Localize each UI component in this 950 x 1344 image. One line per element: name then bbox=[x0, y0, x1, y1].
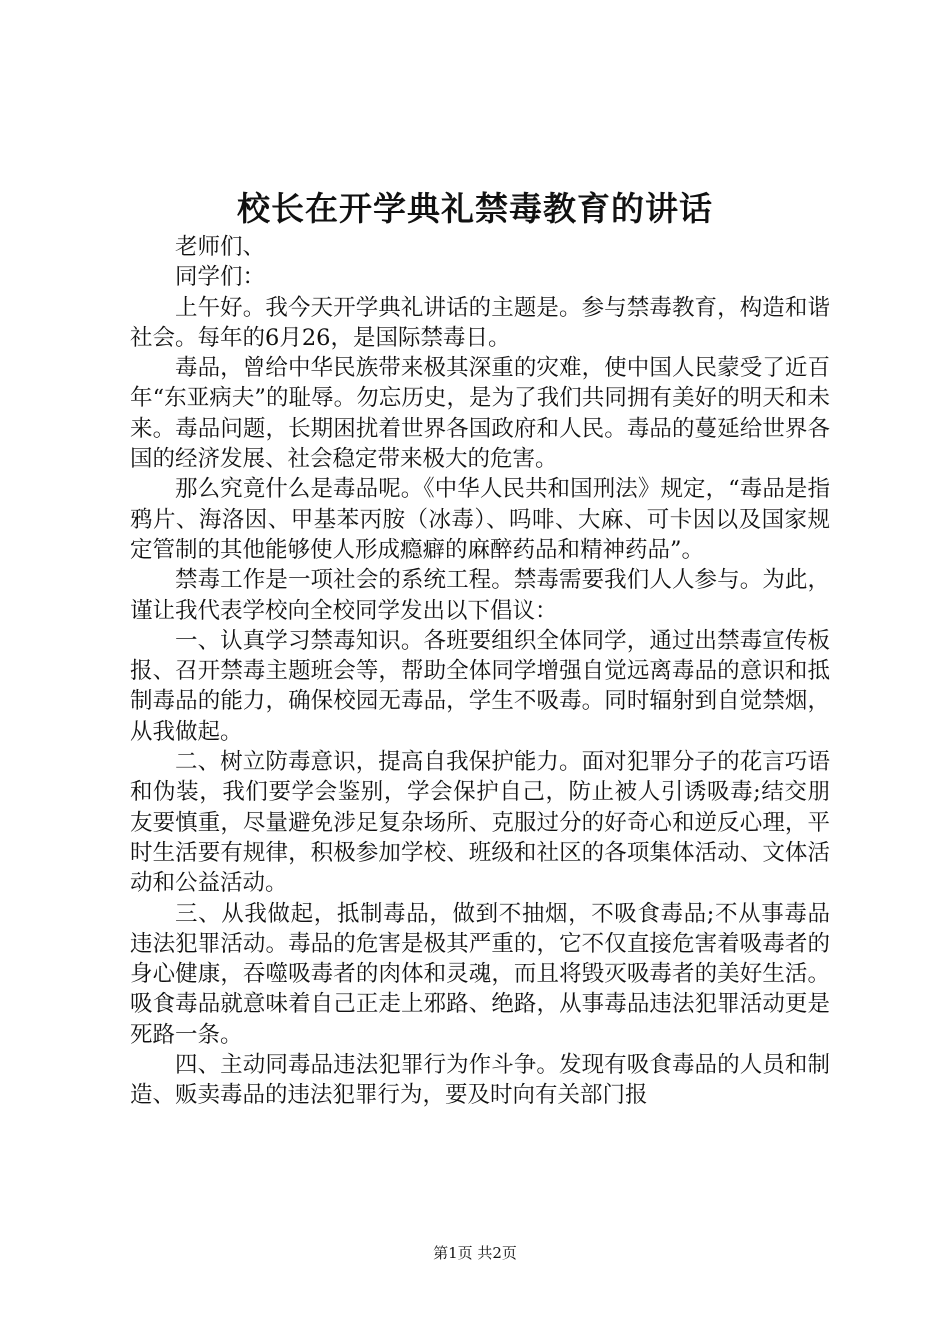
paragraph-point-four: 四、主动同毒品违法犯罪行为作斗争。发现有吸食毒品的人员和制造、贩卖毒品的违法犯罪行为，要及时向有关部门报 bbox=[130, 1052, 830, 1109]
document-body bbox=[130, 232, 830, 1111]
document-title: 校长在开学典礼禁毒教育的讲话 bbox=[237, 189, 713, 228]
greeting-students: 同学们： bbox=[175, 264, 266, 291]
paragraph-point-three: 三、从我做起，抵制毒品，做到不抽烟，不吸食毒品;不从事毒品违法犯罪活动。毒品的危害是极其严重的，它不仅直接危害着吸毒者的身心健康，吞噬吸毒者的肉体和灵魂，而且将毁灭吸毒者的美好生活。吸食毒品就意味着自己正走上邪路、绝路，从事毒品违法犯罪活动更是死路一条。 bbox=[130, 900, 830, 1048]
paragraph-definition: 那么究竟什么是毒品呢。《中华人民共和国刑法》规定，“毒品是指鸦片、海洛因、甲基苯丙胺（冰毒）、吗啡、大麻、可卡因以及国家规定管制的其他能够使人形成瘾癖的麻醉药品和精神药品”。 bbox=[130, 476, 830, 563]
paragraph-history: 毒品，曾给中华民族带来极其深重的灾难，使中国人民蒙受了近百年“东亚病夫”的耻辱。勿忘历史，是为了我们共同拥有美好的明天和未来。毒品问题，长期困扰着世界各国政府和人民。毒品的蔓延给世界各国的经济发展、社会稳定带来极大的危害。 bbox=[130, 355, 830, 473]
paragraph-point-one: 一、认真学习禁毒知识。各班要组织全体同学，通过出禁毒宣传板报、召开禁毒主题班会等，帮助全体同学增强自觉远离毒品的意识和抵制毒品的能力，确保校园无毒品，学生不吸毒。同时辐射到自觉禁烟，从我做起。 bbox=[130, 627, 830, 745]
page-footer: 第1页 共2页 bbox=[433, 1244, 517, 1262]
greeting-teachers: 老师们、 bbox=[175, 234, 266, 260]
paragraph-point-two: 二、树立防毒意识，提高自我保护能力。面对犯罪分子的花言巧语和伪装，我们要学会鉴别，学会保护自己，防止被人引诱吸毒;结交朋友要慎重，尽量避免涉足复杂场所、克服过分的好奇心和逆反心理，平时生活要有规律，积极参加学校、班级和社区的各项集体活动、文体活动和公益活动。 bbox=[130, 749, 830, 897]
paragraph-opening: 上午好。我今天开学典礼讲话的主题是。参与禁毒教育，构造和谐社会。每年的6月26，是国际禁毒日。 bbox=[130, 294, 830, 351]
paragraph-initiative: 禁毒工作是一项社会的系统工程。禁毒需要我们人人参与。为此，谨让我代表学校向全校同学发出以下倡议： bbox=[130, 567, 830, 624]
